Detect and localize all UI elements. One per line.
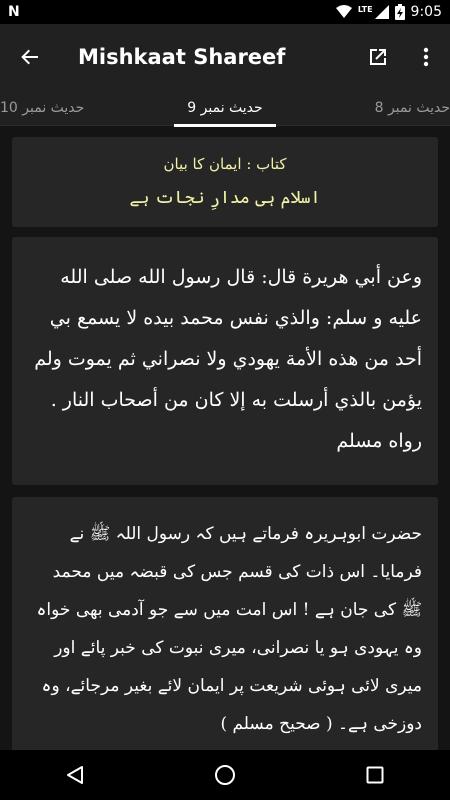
arabic-hadith-text: وعن أبي هريرة قال: قال رسول الله صلى الله عليه و سلم: والذي نفس محمد بيده لا يسمع بي أحد من هذه الأمة يهودي ولا نصراني ثم يموت ولم يؤمن بالذي أرسلت به إلا كان من أصحاب النار . رواه مسلم <box>34 266 422 452</box>
app-bar <box>0 24 450 90</box>
nav-home-button[interactable] <box>180 750 270 800</box>
back-button[interactable] <box>0 29 60 85</box>
nav-recents-button[interactable] <box>330 750 420 800</box>
more-options-button[interactable] <box>402 29 450 85</box>
signal-icon <box>375 5 389 19</box>
tab-hadith-9[interactable]: حدیث نمبر 9 <box>187 100 263 116</box>
n-logo-icon: N <box>8 4 19 20</box>
book-title: کتاب : ایمان کا بیان <box>163 155 287 173</box>
tab-hadith-10[interactable]: حدیث نمبر 10 <box>0 100 85 116</box>
urdu-translation-text: حضرت ابوہریرہ فرماتے ہیں کہ رسول اللہ ﷺ نے فرمایا۔ اس ذات کی قسم جس کی قبضہ میں محمد ﷺ کی جان ہے ! اس امت میں سے جو آدمی بھی خواہ وہ یہودی ہو یا نصرانی، میری نبوت کی خبر پائے اور میری لائی ہوئی شریعت پر ایمان لائے بغیر مرجائے، وہ دوزخی ہے۔ ( صحیح مسلم ) <box>36 524 422 734</box>
nav-back-button[interactable] <box>30 750 120 800</box>
status-clock: 9:05 <box>410 4 442 20</box>
recents-square-icon <box>366 766 384 784</box>
home-circle-icon <box>214 764 236 786</box>
more-vert-icon <box>423 47 429 67</box>
app-title: Mishkaat Shareef <box>78 45 286 69</box>
battery-charging-icon <box>395 4 405 20</box>
share-open-icon <box>367 46 389 68</box>
arabic-hadith-card <box>12 237 438 485</box>
share-button[interactable] <box>354 29 402 85</box>
tab-hadith-8[interactable]: حدیث نمبر 8 <box>374 100 450 116</box>
back-triangle-icon <box>66 765 84 785</box>
network-type-label: LTE <box>357 4 373 14</box>
hadith-content[interactable] <box>0 127 450 750</box>
chapter-header-card <box>12 137 438 227</box>
hadith-tabs <box>0 90 450 126</box>
system-nav-bar <box>0 750 450 800</box>
urdu-translation-card <box>12 497 438 750</box>
wifi-icon <box>336 5 352 19</box>
status-bar <box>0 0 450 24</box>
back-arrow-icon <box>20 47 40 67</box>
chapter-title: اسلام ہی مدارِ نجات ہے <box>129 188 321 208</box>
